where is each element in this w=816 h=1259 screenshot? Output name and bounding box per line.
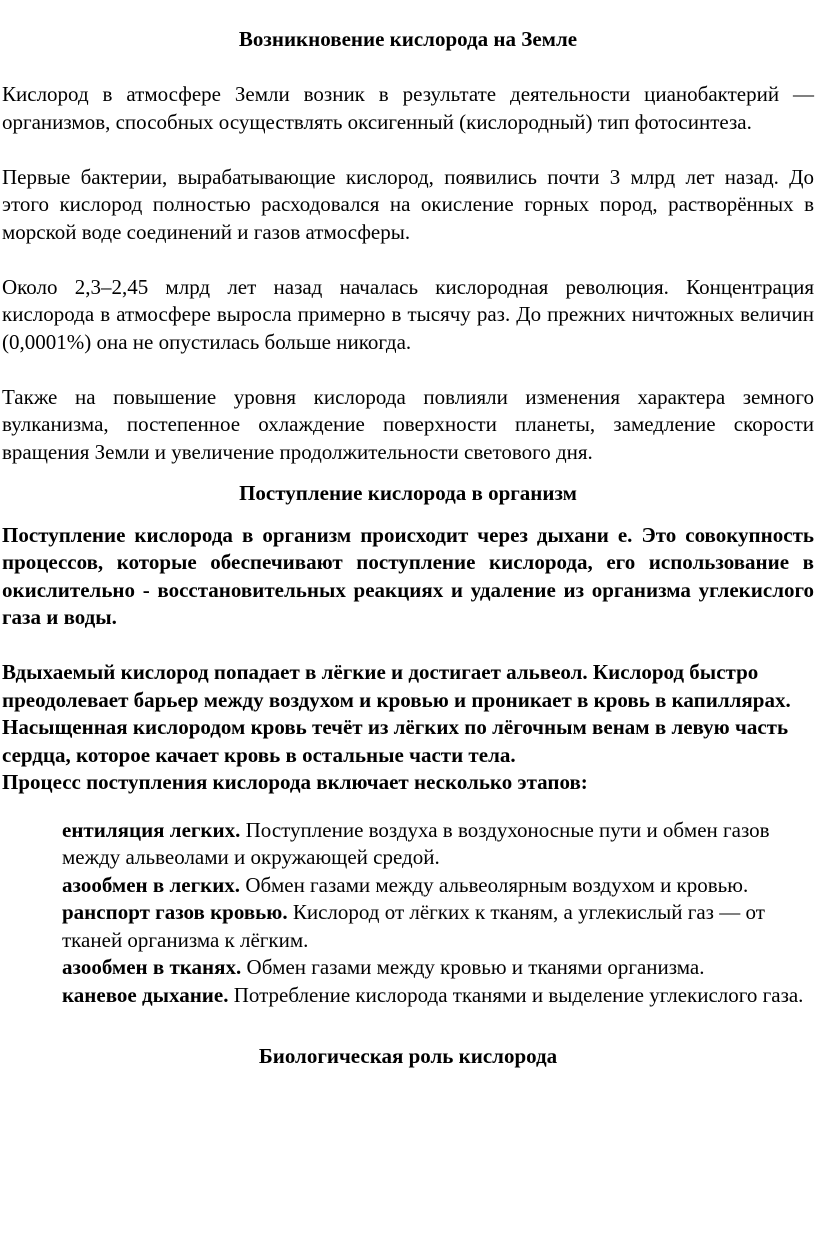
paragraph-origin-3: Около 2,3–2,45 млрд лет назад началась кислородная революция. Концентрация кислорода в атмосфере выросла примерно в тысячу раз. До прежних ничтожных величин (0,0001%) она не опустилась больше никогда. <box>2 274 814 354</box>
stage-term: азообмен в тканях. <box>62 955 242 979</box>
page-title: Возникновение кислорода на Земле <box>238 27 578 51</box>
spacer <box>0 1009 816 1043</box>
spacer <box>0 246 816 274</box>
spacer <box>0 466 816 480</box>
stage-term: ентиляция легких. <box>62 817 241 842</box>
stage-text: Поступление воздуха в воздухоносные пути и обмен газов между альвеолами и окружающей средой. <box>62 817 770 869</box>
paragraph-origin-1: Кислород в атмосфере Земли возник в результате деятельности цианобактерий — организмов, способных осуществлять оксигенный (кислородный) тип фотосинтеза. <box>2 82 814 134</box>
section-heading-intake: Поступление кислорода в организм <box>239 481 577 505</box>
stage-text: Потребление кислорода тканями и выделение углекислого газа. <box>228 982 804 1007</box>
spacer <box>0 136 816 164</box>
paragraph-origin-4: Также на повышение уровня кислорода повлияли изменения характера земного вулканизма, постепенное охлаждение поверхности планеты, замедление скорости вращения Земли и увеличение продолжительности светового дня. <box>2 384 814 464</box>
stage-text: Обмен газами между альвеолярным воздухом и кровью. <box>240 872 749 897</box>
stages-list <box>0 817 816 1010</box>
paragraph-intake-3: Процесс поступления кислорода включает несколько этапов: <box>2 770 588 794</box>
spacer <box>0 356 816 384</box>
paragraph-origin-2: Первые бактерии, вырабатывающие кислород, появились почти 3 млрд лет назад. До этого кислород полностью расходовался на окисление горных пород, растворённых в морской воде соединений и газов атмосферы. <box>2 164 814 244</box>
spacer <box>0 508 816 522</box>
spacer <box>0 54 816 82</box>
stage-term: азообмен в легких. <box>62 872 241 897</box>
stage-item-transport <box>0 899 816 954</box>
stage-item-lung-exchange <box>0 872 816 900</box>
stage-text: Кислород от лёгких к тканям, а углекислый газ — от тканей организма к лёгким. <box>62 900 765 952</box>
stage-item-ventilation <box>0 817 816 872</box>
spacer <box>0 797 816 817</box>
stage-text: Обмен газами между кровью и тканями организма. <box>241 955 705 979</box>
stage-item-tissue-respiration <box>0 982 816 1010</box>
stage-item-tissue-exchange <box>0 954 816 982</box>
section-heading-bio-role: Биологическая роль кислорода <box>258 1044 558 1068</box>
stage-term: ранспорт газов кровью. <box>62 900 288 924</box>
stage-term: каневое дыхание. <box>62 982 229 1007</box>
document-page <box>0 26 816 1071</box>
spacer <box>0 632 816 660</box>
paragraph-intake-1: Поступление кислорода в организм происходит через дыхани е. Это совокупность процессов, которые обеспечивают поступление кислорода, его использование в окислительно - восстановительных реакциях и удаление из организма углекислого газа и воды. <box>2 522 814 629</box>
paragraph-intake-2: Вдыхаемый кислород попадает в лёгкие и достигает альвеол. Кислород быстро преодолевает барьер между воздухом и кровью и проникает в кровь в капиллярах. Насыщенная кислородом кровь течёт из лёгких по лёгочным венам в левую часть сердца, которое качает кровь в остальные части тела. <box>2 660 791 767</box>
